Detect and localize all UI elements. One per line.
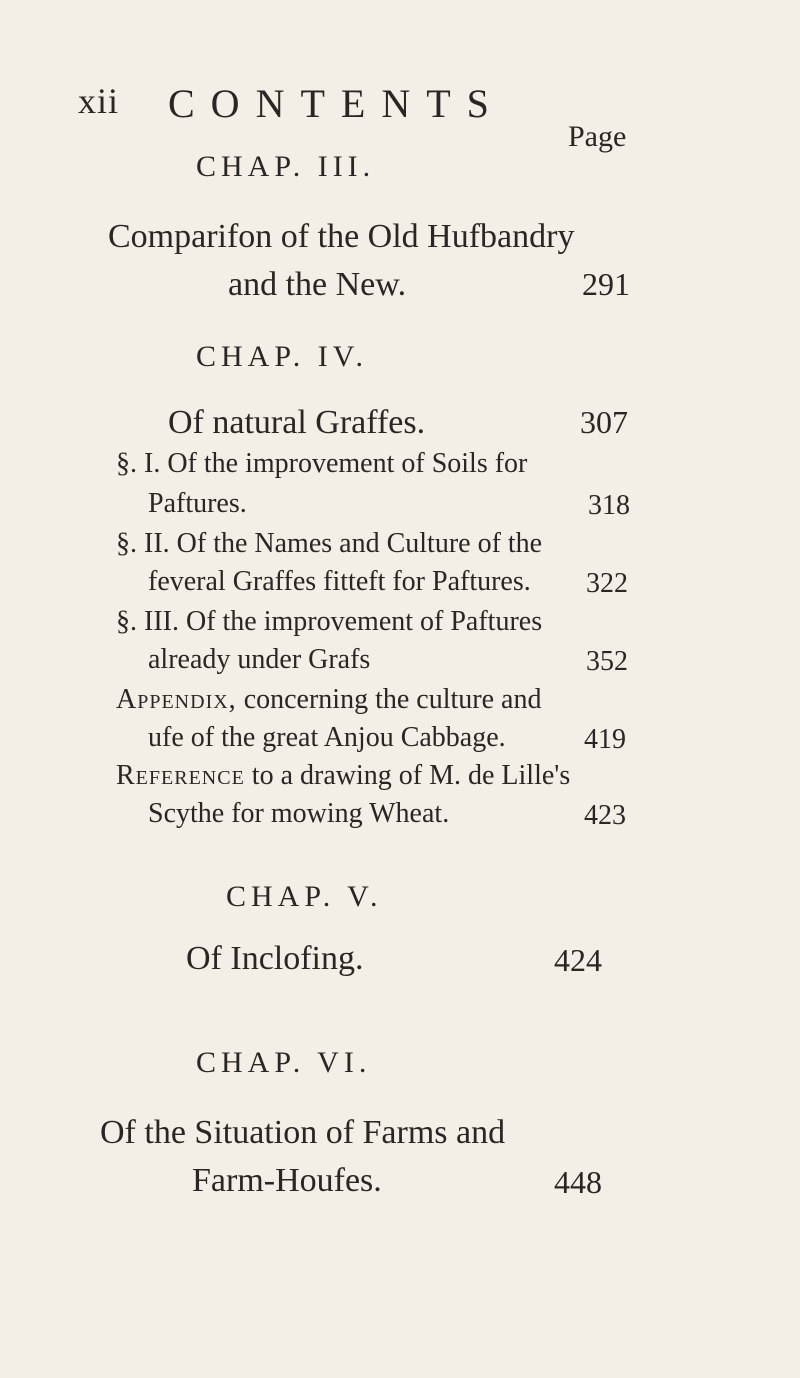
- page-ref: 424: [554, 942, 602, 978]
- page-column-label: Page: [568, 120, 627, 153]
- chapter-title: Of Inclofing.: [186, 940, 364, 977]
- page-ref: 419: [584, 724, 626, 755]
- page-ref: 322: [586, 568, 628, 599]
- section-title: §. III. Of the improvement of Paftures: [116, 606, 543, 637]
- page-number: xii: [78, 81, 120, 121]
- page-ref: 448: [554, 1164, 602, 1200]
- chapter-title: Of the Situation of Farms and: [100, 1114, 506, 1151]
- chapter-title: Of natural Graffes.: [168, 404, 426, 441]
- chapter-title: and the New.: [228, 266, 407, 303]
- reference-text: to a drawing of M. de Lille's: [251, 760, 571, 791]
- section-title: already under Grafs: [148, 644, 371, 675]
- reference-label: Reference: [116, 760, 245, 791]
- page-ref: 423: [584, 800, 626, 831]
- section-title: §. I. Of the improvement of Soils for: [116, 448, 528, 479]
- page-ref: 352: [586, 646, 628, 677]
- appendix-entry: [116, 684, 541, 716]
- appendix-text: concerning the culture and: [243, 684, 542, 715]
- page-ref: 291: [582, 266, 630, 302]
- chapter-heading: CHAP. VI.: [196, 1046, 372, 1079]
- section-title: feveral Graffes fitteft for Paftures.: [148, 566, 531, 597]
- section-title: §. II. Of the Names and Culture of the: [116, 528, 543, 559]
- chapter-heading: CHAP. III.: [196, 150, 376, 183]
- page-title: CONTENTS: [168, 81, 505, 126]
- chapter-title: Farm-Houfes.: [192, 1162, 382, 1199]
- chapter-title: Comparifon of the Old Hufbandry: [108, 218, 575, 255]
- page-ref: 307: [580, 404, 628, 440]
- chapter-heading: CHAP. IV.: [196, 340, 368, 373]
- section-title: Paftures.: [148, 488, 247, 519]
- reference-entry: [116, 760, 570, 792]
- chapter-heading: CHAP. V.: [226, 880, 383, 913]
- appendix-text: ufe of the great Anjou Cabbage.: [148, 722, 506, 753]
- appendix-label: Appendix,: [116, 684, 237, 715]
- page-ref: 318: [588, 490, 630, 521]
- reference-text: Scythe for mowing Wheat.: [148, 798, 450, 829]
